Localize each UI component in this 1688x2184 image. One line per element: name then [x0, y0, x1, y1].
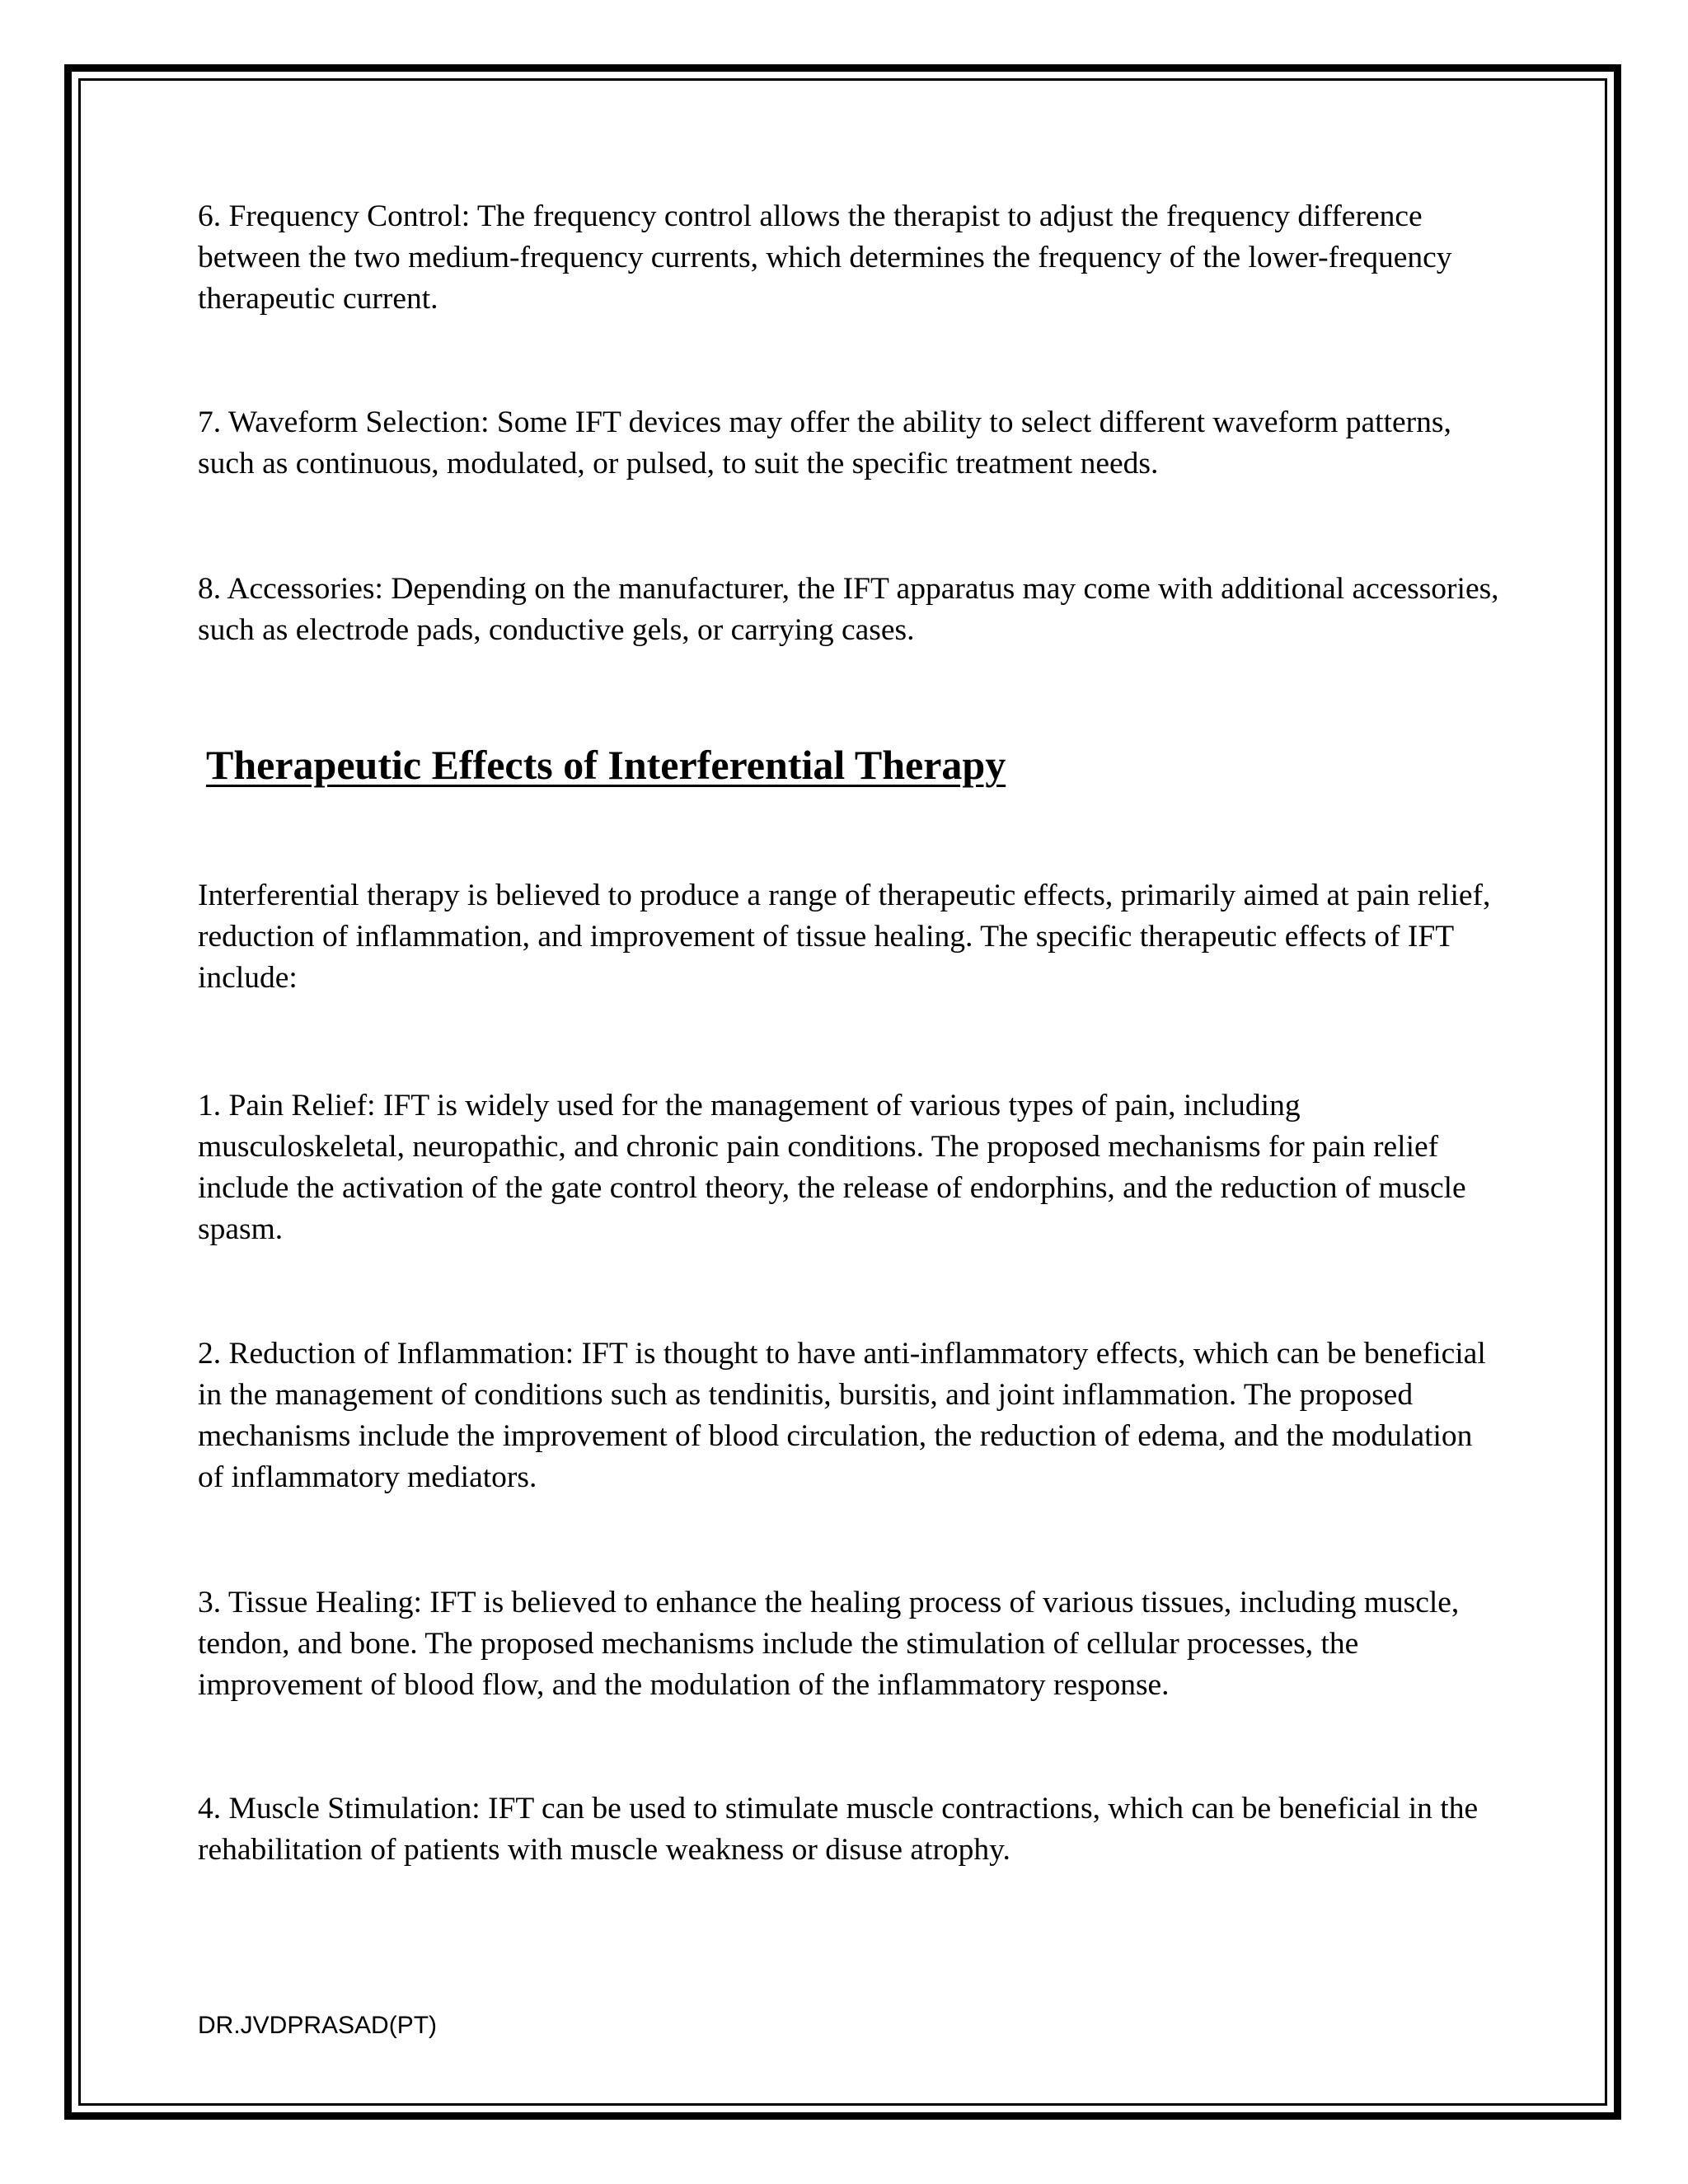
section-heading: Therapeutic Effects of Interferential Therapy [206, 742, 1006, 788]
paragraph-frequency-control: 6. Frequency Control: The frequency control allows the therapist to adjust the frequency difference between the two medium-frequency currents, which determines the frequency of the lower-frequency therapeutic current. [198, 199, 1452, 316]
paragraph-intro: Interferential therapy is believed to produce a range of therapeutic effects, primarily aimed at pain relief, reduction of inflammation, and improvement of tissue healing. The specific therapeutic effects of IFT include: [198, 879, 1491, 995]
footer-author: DR.JVDPRASAD(PT) [198, 2012, 438, 2039]
paragraph-reduction-inflammation: 2. Reduction of Inflammation: IFT is thought to have anti-inflammatory effects, which can be beneficial in the management of conditions such as tendinitis, bursitis, and joint inflammation. The proposed mechanisms include the improvement of blood circulation, the reduction of edema, and the modulation of inflammatory mediators. [198, 1337, 1486, 1494]
paragraph-accessories: 8. Accessories: Depending on the manufacturer, the IFT apparatus may come with additional accessories, such as electrode pads, conductive gels, or carrying cases. [198, 572, 1499, 647]
paragraph-waveform-selection: 7. Waveform Selection: Some IFT devices may offer the ability to select different waveform patterns, such as continuous, modulated, or pulsed, to suit the specific treatment needs. [198, 405, 1451, 480]
paragraph-pain-relief: 1. Pain Relief: IFT is widely used for the management of various types of pain, including musculoskeletal, neuropathic, and chronic pain conditions. The proposed mechanisms for pain relief include the activation of the gate control theory, the release of endorphins, and the reduction of muscle spasm. [198, 1089, 1466, 1246]
paragraph-muscle-stimulation: 4. Muscle Stimulation: IFT can be used to stimulate muscle contractions, which can be beneficial in the rehabilitation of patients with muscle weakness or disuse atrophy. [198, 1792, 1479, 1867]
paragraph-tissue-healing: 3. Tissue Healing: IFT is believed to enhance the healing process of various tissues, including muscle, tendon, and bone. The proposed mechanisms include the stimulation of cellular processes, the improvement of blood flow, and the modulation of the inflammatory response. [198, 1586, 1460, 1702]
